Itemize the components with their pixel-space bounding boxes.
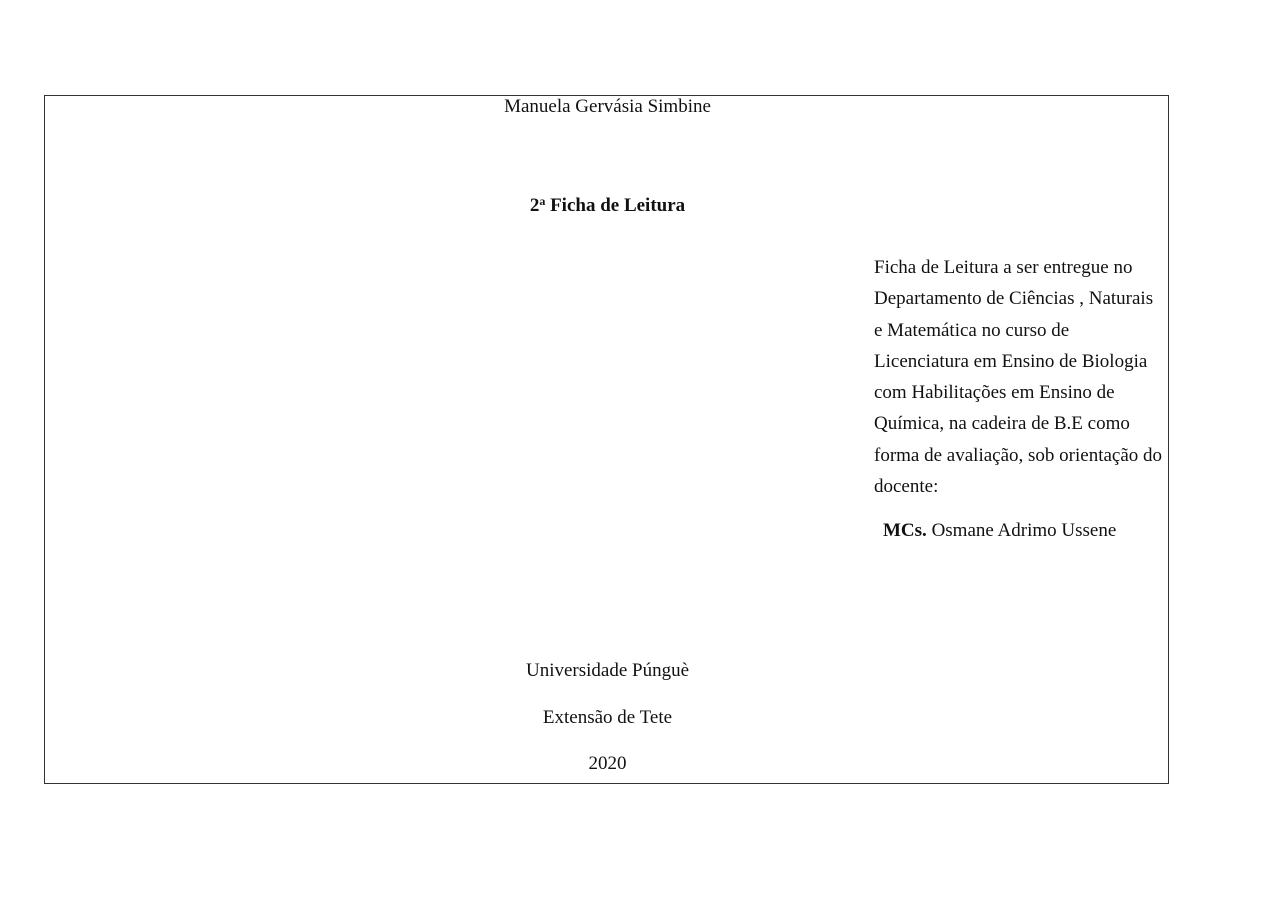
- purpose-statement: Ficha de Leitura a ser entregue no Departamento de Ciências , Naturais e Matemática no curso de Licenciatura em Ensino de Biologia com Habilitações em Ensino de Química, na cadeira de B.E como forma de avaliação, sob orientação do docente:: [874, 257, 1163, 498]
- institution-name: Universidade Púnguè: [525, 660, 690, 681]
- advisor-prefix: MCs.: [883, 520, 927, 541]
- advisor-name: Osmane Adrimo Ussene: [931, 520, 1117, 541]
- title-text: Ficha de Leitura: [550, 195, 686, 216]
- cover-page-frame: [44, 95, 1169, 784]
- campus-name: Extensão de Tete: [542, 707, 673, 728]
- document-year: 2020: [588, 753, 627, 774]
- title-number: 2: [529, 195, 540, 216]
- document-title: [45, 190, 1170, 217]
- advisor-line: [883, 520, 1116, 542]
- author-name: Manuela Gervásia Simbine: [504, 96, 711, 117]
- title-ordinal: a: [539, 194, 546, 208]
